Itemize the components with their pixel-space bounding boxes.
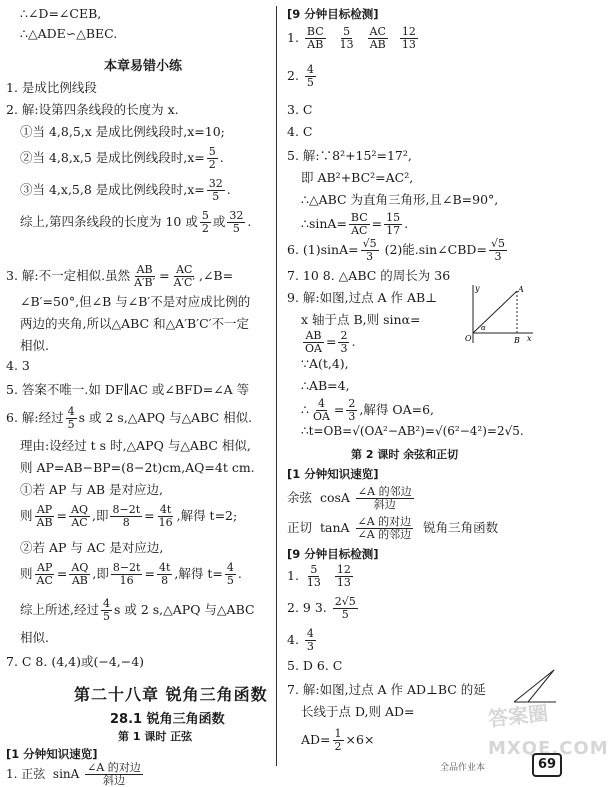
answer-r9g: ∴t=OB=√(OA²−AB²)=√(6²−4²)=2√5. [301,424,524,438]
origin-label: O [465,334,472,343]
answer-q3: 3. 解:不一定相似.虽然 $\frac{AB}{A'B'}$ = $\frac{AC}{A'C'}$ ,∠B= [6,263,234,289]
chapter-title: 第二十八章 锐角三角函数 [74,685,268,704]
answer-r5d: ∴sinA= $\frac{BC}{AC}$ = $\frac{15}{17}$ . [301,211,409,237]
header-quick-review: [1 分钟知识速览] [6,747,98,761]
answer-q4: 4. 3 [6,358,30,373]
point-b-label: B [514,336,520,345]
answer-s7: 7. 解:如图,过点 A 作 AD⊥BC 的延 [287,682,486,697]
answer-r6: 6. (1)sinA= $\frac{√5}{3}$ (2)能.sin∠CBD= $\frac{√5}{3}$ [287,237,505,263]
answer-q1: 1. 是成比例线段 [6,80,97,95]
answer-q2b: ②当 4,8,x,5 是成比例线段时,x= $\frac{5}{2}$ . [20,145,224,171]
fraction: $\frac{5}{2}$ [208,145,216,171]
answer-r5c: ∴△ABC 为直角三角形,且∠B=90°, [301,192,499,207]
lesson-title: 第 1 课时 正弦 [118,730,193,743]
section-281: 28.1 锐角三角函数 [110,712,225,727]
answer-q3b: ∠B′=50°,但∠B 与∠B′不是对应成比例的 [20,294,251,309]
answer-r9e: ∴AB=4, [301,378,350,393]
answer-r1: 1. $\frac{BC}{AB}$ $\frac{5}{13}$ $\frac{AC}{AB}$ $\frac{12}{13}$ [287,25,416,51]
sine-def: 1. 正弦 sinA $\frac{\text{∠A 的对边}}{\text{斜边}}$ [6,761,141,787]
answer-q6: 6. 解:经过 $\frac{4}{5}$ s 或 2 s,△APQ 与△ABC 相似. [6,405,253,431]
answer-q3d: 相似. [20,338,49,353]
text-line: ∴△ADE∽△BEC. [20,26,118,41]
answer-q2: 2. 解:设第四条线段的长度为 x. [6,102,179,117]
tangent-def: 正切 tanA $\frac{\text{∠A 的对边}}{\text{∠A 的邻边}}$ 锐角三角函数 [287,515,499,541]
page-number: 69 [532,753,562,777]
answer-q6d: ①若 AP 与 AB 是对应边, [20,482,164,497]
answer-r4: 4. C [287,124,313,139]
answer-q2a: ①当 4,8,5,x 是成比例线段时,x=10; [20,124,225,139]
header-quick-review-2: [1 分钟知识速览] [287,467,379,481]
text-line: ∴∠D=∠CEB, [20,6,102,21]
footer-brand: 全品作业本 [440,763,486,773]
point-a-label: A [518,285,524,294]
answer-s2: 2. 9 3. $\frac{2√5}{5}$ [287,595,356,621]
answer-r9f: ∴ $\frac{4}{OA}$ = $\frac{2}{3}$ ,解得 OA=6, [301,397,435,423]
watermark-text: 答案圈 [487,700,550,732]
answer-r5: 5. 解:∵8²+15²=17², [287,148,412,163]
answer-q6e: 则 $\frac{AP}{AB}$ = $\frac{AQ}{AC}$ ,即 $\frac{8-2t}{8}$ = $\frac{4t}{16}$ ,解得 t=2; [20,503,238,529]
answer-q6c: 则 AP=AB−BP=(8−2t)cm,AQ=4t cm. [20,460,255,475]
fraction: $\frac{32}{5}$ [208,177,223,203]
watermark-url: MXQE.COM [488,738,609,759]
answer-q5: 5. 答案不唯一.如 DF∥AC 或∠BFD=∠A 等 [6,382,250,397]
lesson2-title: 第 2 课时 余弦和正切 [351,448,459,461]
answer-q6b: 理由:设经过 t s 时,△APQ 与△ABC 相似, [20,438,251,453]
y-label: y [475,284,480,293]
answer-s1: 1. $\frac{5}{13}$ $\frac{12}{13}$ [287,563,351,589]
answer-r2: 2. $\frac{4}{5}$ [287,63,314,89]
header-target-check: [9 分钟目标检测] [287,7,379,21]
header-target-check-2: [9 分钟目标检测] [287,547,379,561]
answer-r9b: x 轴于点 B,则 sinα= [301,312,421,327]
answer-r7: 7. 10 8. △ABC 的周长为 36 [287,268,451,283]
answer-s5: 5. D 6. C [287,658,343,673]
alpha-label: α [481,324,486,332]
answer-q3c: 两边的夹角,所以△ABC 和△A′B′C′不一定 [20,316,249,331]
x-label: x [527,334,532,343]
answer-s7c: AD= $\frac{1}{2}$ ×6× [301,727,375,753]
column-divider [276,6,277,766]
answer-q6g: 则 $\frac{AP}{AC}$ = $\frac{AQ}{AB}$ ,即 $\frac{8-2t}{16}$ = $\frac{4t}{8}$ ,解得 t= $\frac{4}{5}$ . [20,561,242,587]
answer-r9: 9. 解:如图,过点 A 作 AB⊥ [287,290,438,305]
segment-oa [473,291,517,333]
answer-q2c: ③当 4,x,5,8 是成比例线段时,x= $\frac{32}{5}$ . [20,177,231,203]
answer-s7b: 长线于点 D,则 AD= [301,704,415,719]
answer-r9c: $\frac{AB}{OA}$ = $\frac{2}{3}$ . [305,329,356,355]
cosine-def: 余弦 cosA $\frac{\text{∠A 的邻边}}{\text{斜边}}$ [287,485,412,511]
answer-q7: 7. C 8. (4,4)或(−4,−4) [6,654,145,669]
answer-s4: 4. $\frac{4}{3}$ [287,627,314,653]
section-title: 本章易错小练 [104,59,183,74]
answer-r9d: ∵A(t,4), [301,356,349,371]
answer-q6i: 相似. [20,630,49,645]
answer-q6h: 综上所述,经过 $\frac{4}{5}$ s 或 2 s,△APQ 与△ABC [20,597,255,623]
coordinate-diagram [459,283,535,345]
answer-r5b: 即 AB²+BC²=AC², [301,170,414,185]
answer-q2d: 综上,第四条线段的长度为 10 或 $\frac{5}{2}$ 或 $\frac{32}{5}$ . [20,209,252,235]
answer-q6f: ②若 AP 与 AC 是对应边, [20,540,164,555]
answer-r3: 3. C [287,102,313,117]
